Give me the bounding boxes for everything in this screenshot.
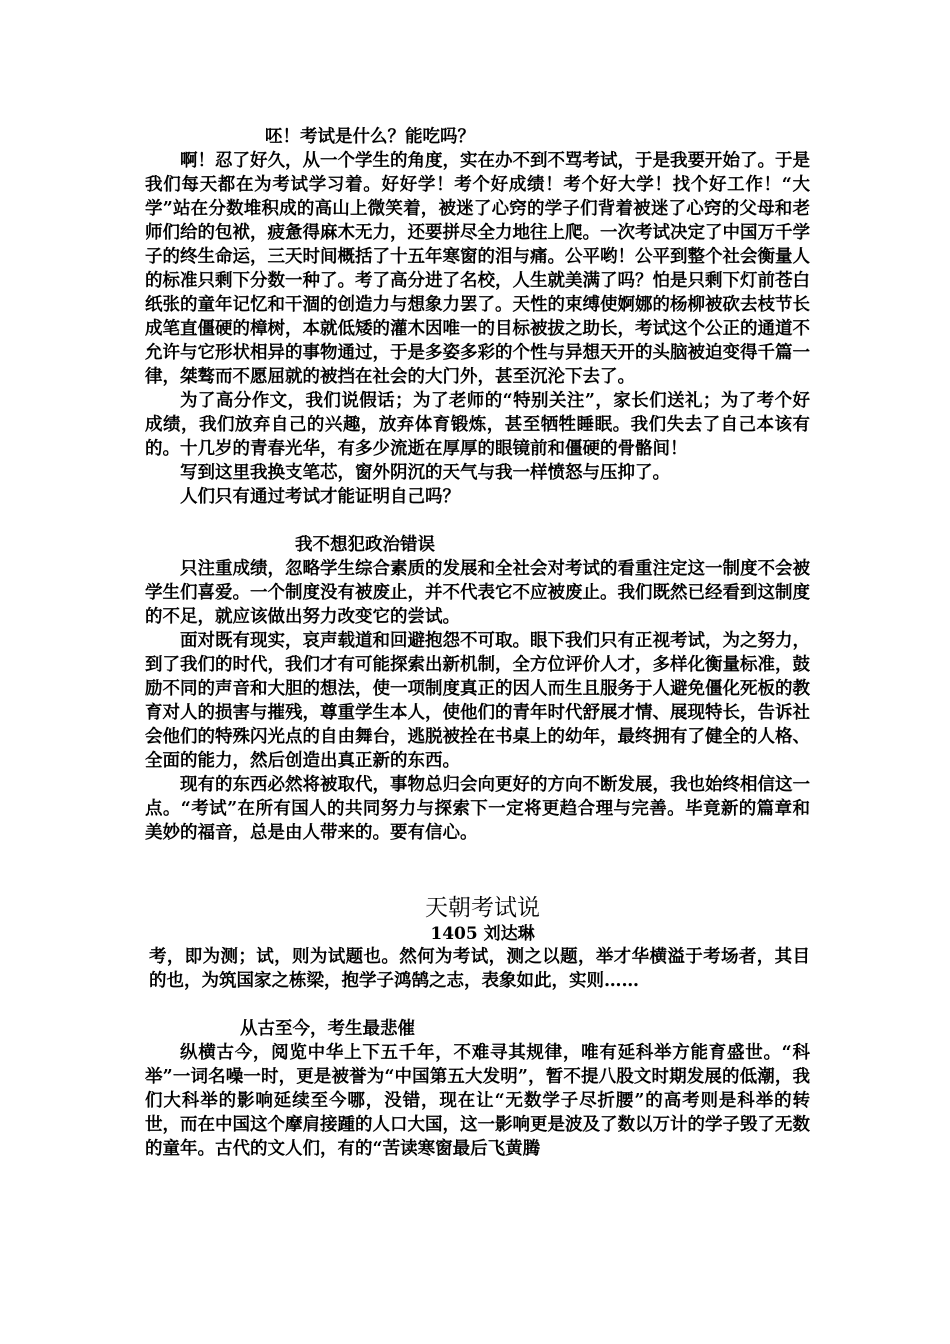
article-author: 1405 刘达琳 <box>430 924 535 944</box>
spacer <box>145 845 810 893</box>
section-heading-2: 我不想犯政治错误 <box>295 535 435 555</box>
article-title: 天朝考试说 <box>425 895 540 921</box>
paragraph: 为了高分作文，我们说假话；为了老师的“特别关注”，家长们送礼；为了考个好成绩，我们放弃自己的兴趣，放弃体育锻炼，甚至牺牲睡眠。我们失去了自己本该有的。十几岁的青春光华，有多少流逝在厚厚的眼镜前和僵硬的骨骼间！ <box>145 391 810 459</box>
paragraph: 只注重成绩，忽略学生综合素质的发展和全社会对考试的看重注定这一制度不会被学生们喜爱。一个制度没有被废止，并不代表它不应被废止。我们既然已经看到这制度的不足，就应该做出努力改变它的尝试。 <box>145 559 810 627</box>
paragraph: 人们只有通过考试才能证明自己吗？ <box>180 487 460 507</box>
section-heading-3: 从古至今，考生最悲催 <box>240 1019 415 1039</box>
spacer <box>145 509 810 533</box>
section-heading-1: 呸！考试是什么？能吃吗？ <box>265 127 475 147</box>
paragraph: 现有的东西必然将被取代，事物总归会向更好的方向不断发展，我也始终相信这一点。“考试”在所有国人的共同努力与探索下一定将更趋合理与完善。毕竟新的篇章和美妙的福音，总是由人带来的。要有信心。 <box>145 775 810 843</box>
document-body <box>145 125 810 1161</box>
paragraph: 面对既有现实，哀声载道和回避抱怨不可取。眼下我们只有正视考试，为之努力，到了我们的时代，我们才有可能探索出新机制，全方位评价人才，多样化衡量标准，鼓励不同的声音和大胆的想法，使一项制度真正的因人而生且服务于人避免僵化死板的教育对人的损害与摧残，尊重学生本人，使他们的青年时代舒展才情、展现特长，告诉社会他们的特殊闪光点的自由舞台，逃脱被拴在书桌上的幼年，最终拥有了健全的人格、全面的能力，然后创造出真正新的东西。 <box>145 631 810 771</box>
paragraph: 写到这里我换支笔芯，窗外阴沉的天气与我一样愤怒与压抑了。 <box>180 463 670 483</box>
spacer <box>145 993 810 1017</box>
paragraph: 啊！忍了好久，从一个学生的角度，实在办不到不骂考试，于是我要开始了。于是我们每天都在为考试学习着。好好学！考个好成绩！考个好大学！找个好工作！“大学”站在分数堆积成的高山上微笑着，被迷了心窍的学子们背着被迷了心窍的父母和老师们给的包袱，疲惫得麻木无力，还要拼尽全力地往上爬。一次考试决定了中国万千学子的终生命运，三天时间概括了十五年寒窗的泪与痛。公平哟！公平到整个社会衡量人的标准只剩下分数一种了。考了高分进了名校，人生就美满了吗？怕是只剩下灯前苍白纸张的童年记忆和干涸的创造力与想象力罢了。天性的束缚使婀娜的杨柳被砍去枝节长成笔直僵硬的樟树，本就低矮的灌木因唯一的目标被拔之助长，考试这个公正的通道不允许与它形状相异的事物通过，于是多姿多彩的个性与异想天开的头脑被迫变得千篇一律，桀骜而不愿屈就的被挡在社会的大门外，甚至沉沦下去了。 <box>145 151 810 387</box>
paragraph: 纵横古今，阅览中华上下五千年，不难寻其规律，唯有延科举方能育盛世。“科举”一词名噪一时，更是被誉为“中国第五大发明”，暂不提八股文时期发展的低潮，我们大科举的影响延续至今哪，没错，现在让“无数学子尽折腰”的高考则是科举的转世，而在中国这个摩肩接踵的人口大国，这一影响更是波及了数以万计的学子毁了无数的童年。古代的文人们，有的“苦读寒窗最后飞黄腾 <box>145 1043 810 1159</box>
intro-paragraph: 考，即为测；试，则为试题也。然何为考试，测之以题，举才华横溢于考场者，其目的也，为筑国家之栋梁，抱学子鸿鹄之志，表象如此，实则…… <box>149 947 810 991</box>
